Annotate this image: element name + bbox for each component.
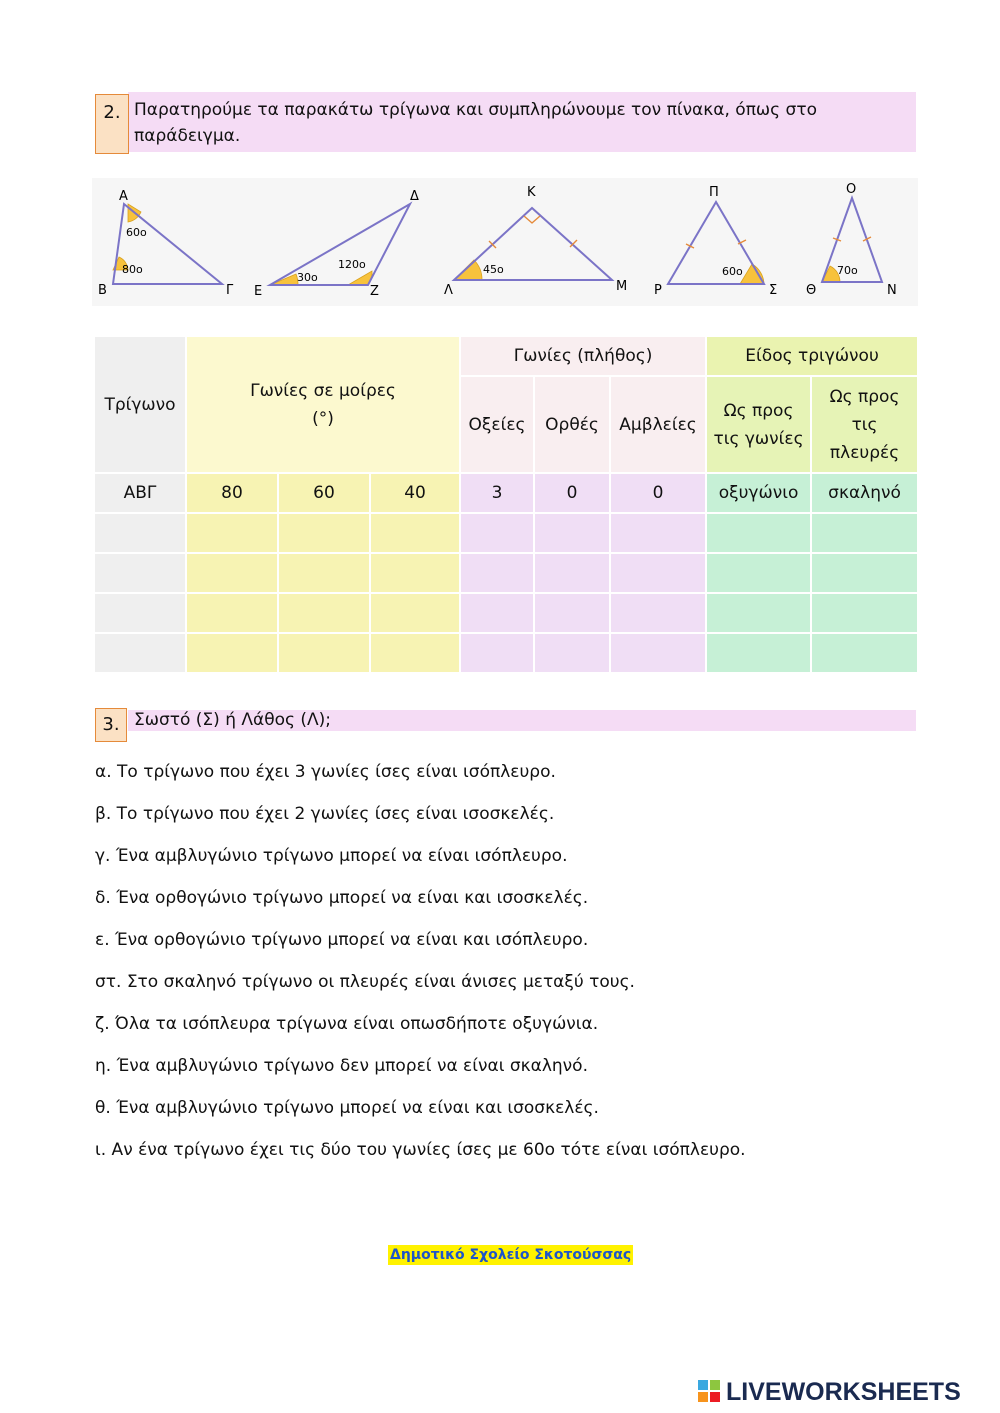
input-cell[interactable] <box>371 514 461 554</box>
header-by-angles: Ως προς τις γωνίες <box>707 377 812 474</box>
header-angles-degrees: Γωνίες σε μοίρες (°) <box>187 337 461 474</box>
input-cell[interactable] <box>371 634 461 674</box>
angle-label: 45ο <box>483 263 504 276</box>
input-cell[interactable] <box>95 514 187 554</box>
angle-label: 120ο <box>338 258 366 271</box>
triangles-figure <box>92 178 918 306</box>
liveworksheets-logo <box>698 1378 998 1408</box>
input-cell[interactable] <box>95 594 187 634</box>
input-cell[interactable] <box>371 594 461 634</box>
liveworksheets-icon <box>698 1380 720 1402</box>
triangle-othn <box>806 182 897 298</box>
vertex-label: Ε <box>254 284 263 299</box>
brand-text: LIVEWORKSHEETS <box>726 1378 961 1406</box>
header-triangle: Τρίγωνο <box>95 337 187 474</box>
input-cell[interactable] <box>535 594 611 634</box>
vertex-label: Δ <box>410 189 419 204</box>
input-cell[interactable] <box>812 634 919 674</box>
cell-right-count[interactable]: 0 <box>535 474 611 514</box>
vertex-label: Ζ <box>370 284 379 299</box>
input-cell[interactable] <box>611 634 707 674</box>
q2-instruction-line2: παράδειγμα. <box>134 126 241 146</box>
vertex-label: Κ <box>527 185 536 200</box>
input-cell[interactable] <box>187 554 279 594</box>
q2-instruction-line1: Παρατηρούμε τα παρακάτω τρίγωνα και συμπληρώνουμε τον πίνακα, όπως στο <box>134 100 817 120</box>
cell-angle-1[interactable]: 80 <box>187 474 279 514</box>
cell-acute-count[interactable]: 3 <box>461 474 535 514</box>
input-cell[interactable] <box>812 514 919 554</box>
input-cell[interactable] <box>371 554 461 594</box>
cell-type-by-sides[interactable]: σκαληνό <box>812 474 919 514</box>
input-cell[interactable] <box>611 594 707 634</box>
q3-title: Σωστό (Σ) ή Λάθος (Λ); <box>134 710 332 730</box>
cell-angle-3[interactable]: 40 <box>371 474 461 514</box>
triangle-table <box>95 337 919 674</box>
vertex-label: Γ <box>226 283 234 298</box>
input-cell[interactable] <box>187 634 279 674</box>
vertex-label: Ο <box>846 182 857 197</box>
vertex-label: Β <box>98 283 107 298</box>
input-cell[interactable] <box>812 594 919 634</box>
q3-number: 3. <box>95 708 127 742</box>
vertex-label: Μ <box>616 279 628 294</box>
input-cell[interactable] <box>611 554 707 594</box>
statement-h: η. Ένα αμβλυγώνιο τρίγωνο δεν μπορεί να είναι σκαληνό. <box>95 1056 588 1076</box>
input-cell[interactable] <box>707 554 812 594</box>
vertex-label: Π <box>709 185 719 200</box>
input-cell[interactable] <box>461 594 535 634</box>
vertex-label: Θ <box>806 283 817 298</box>
input-cell[interactable] <box>95 554 187 594</box>
vertex-label: Λ <box>444 283 453 298</box>
cell-angle-2[interactable]: 60 <box>279 474 371 514</box>
statement-e: ε. Ένα ορθογώνιο τρίγωνο μπορεί να είναι και ισόπλευρο. <box>95 930 589 950</box>
cell-obtuse-count[interactable]: 0 <box>611 474 707 514</box>
header-obtuse: Αμβλείες <box>611 377 707 474</box>
angle-label: 70ο <box>837 264 858 277</box>
angle-label: 30ο <box>297 271 318 284</box>
input-cell[interactable] <box>707 514 812 554</box>
table-row <box>95 634 919 674</box>
table-row <box>95 554 919 594</box>
input-cell[interactable] <box>279 594 371 634</box>
vertex-label: Σ <box>769 283 778 298</box>
header-angle-count: Γωνίες (πλήθος) <box>461 337 707 377</box>
statement-st: στ. Στο σκαληνό τρίγωνο οι πλευρές είναι άνισες μεταξύ τους. <box>95 972 635 992</box>
table-row <box>95 594 919 634</box>
q2-number: 2. <box>95 94 129 154</box>
statement-d: δ. Ένα ορθογώνιο τρίγωνο μπορεί να είναι και ισοσκελές. <box>95 888 589 908</box>
statement-z: ζ. Όλα τα ισόπλευρα τρίγωνα είναι οπωσδήποτε οξυγώνια. <box>95 1014 599 1034</box>
input-cell[interactable] <box>812 554 919 594</box>
input-cell[interactable] <box>707 594 812 634</box>
input-cell[interactable] <box>707 634 812 674</box>
header-by-sides: Ως προς τις πλευρές <box>812 377 919 474</box>
statement-i: ι. Αν ένα τρίγωνο έχει τις δύο του γωνίες ίσες με 60ο τότε είναι ισόπλευρο. <box>95 1140 746 1160</box>
input-cell[interactable] <box>535 514 611 554</box>
input-cell[interactable] <box>461 634 535 674</box>
header-triangle-type: Είδος τριγώνου <box>707 337 919 377</box>
vertex-label: Ν <box>887 283 897 298</box>
header-acute: Οξείες <box>461 377 535 474</box>
statement-a: α. Το τρίγωνο που έχει 3 γωνίες ίσες είναι ισόπλευρο. <box>95 762 556 782</box>
triangle-abg <box>98 189 234 298</box>
header-right: Ορθές <box>535 377 611 474</box>
angle-label: 60ο <box>722 265 743 278</box>
vertex-label: Ρ <box>654 283 662 298</box>
angle-label: 60ο <box>126 226 147 239</box>
angle-label: 80ο <box>122 263 143 276</box>
input-cell[interactable] <box>187 514 279 554</box>
input-cell[interactable] <box>461 514 535 554</box>
table-row <box>95 514 919 554</box>
input-cell[interactable] <box>461 554 535 594</box>
input-cell[interactable] <box>279 514 371 554</box>
statement-th: θ. Ένα αμβλυγώνιο τρίγωνο μπορεί να είναι και ισοσκελές. <box>95 1098 599 1118</box>
input-cell[interactable] <box>279 634 371 674</box>
triangle-klm <box>444 185 627 298</box>
input-cell[interactable] <box>187 594 279 634</box>
input-cell[interactable] <box>535 634 611 674</box>
table-row-example <box>95 474 919 514</box>
cell-triangle-name: ΑΒΓ <box>95 474 187 514</box>
school-name: Δημοτικό Σχολείο Σκοτούσσας <box>390 1247 632 1263</box>
input-cell[interactable] <box>611 514 707 554</box>
input-cell[interactable] <box>535 554 611 594</box>
cell-type-by-angles[interactable]: οξυγώνιο <box>707 474 812 514</box>
statement-g: γ. Ένα αμβλυγώνιο τρίγωνο μπορεί να είναι ισόπλευρο. <box>95 846 568 866</box>
input-cell[interactable] <box>95 634 187 674</box>
triangle-prs <box>654 185 777 298</box>
input-cell[interactable] <box>279 554 371 594</box>
triangle-dez <box>254 189 419 299</box>
vertex-label: Α <box>119 189 128 204</box>
statement-b: β. Το τρίγωνο που έχει 2 γωνίες ίσες είναι ισοσκελές. <box>95 804 555 824</box>
